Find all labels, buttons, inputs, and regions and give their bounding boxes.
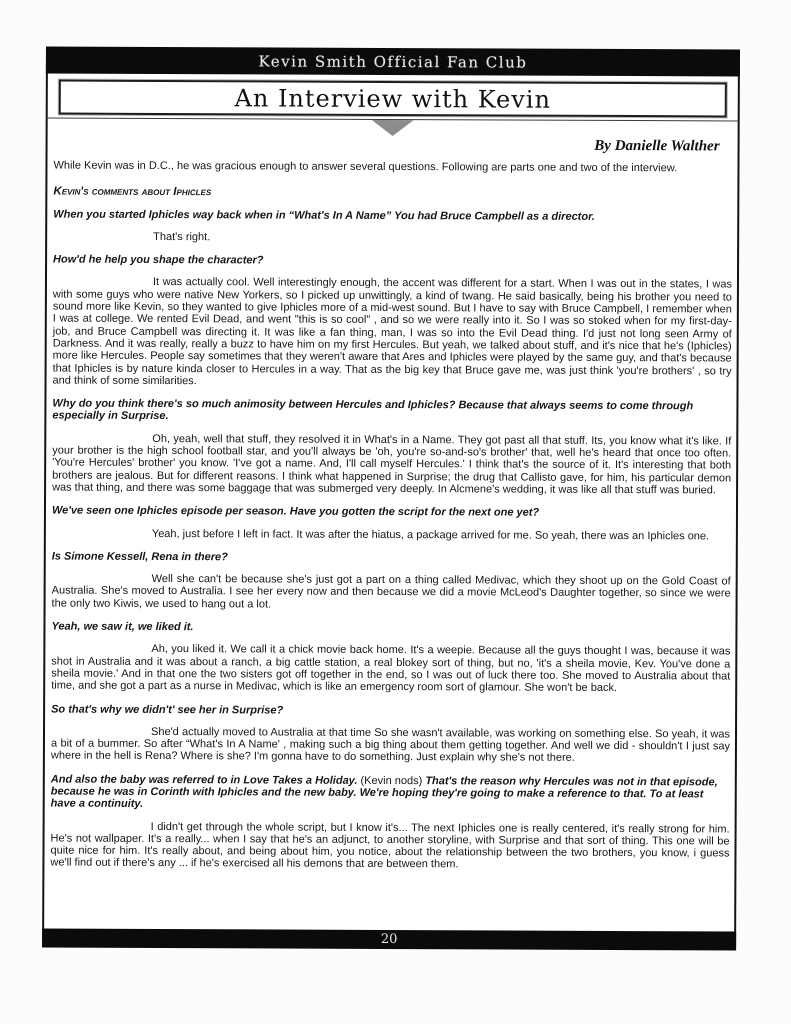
answer-paragraph: Oh, yeah, well that stuff, they resolved it in What's in a Name. They got past all that stuff. Its, you know what it's like. If your brother is the high school football star, and you'll always be 'oh, you're so-and-so's brother' that, well he's heard that once too often. 'You're Hercules' brother' you know. 'I've got a name. And, I'll call myself Hercules.' I think that's the source of it. It's interesting that both brothers are jealous. But for different reasons. I think what happened in Surprise; the drug that Callisto gave, for him, his particular demon was that thing, and there was some baggage that was submerged very deeply. In Alcmene's wedding, it was like all that stuff was buried. xyxy=(52,432,732,497)
page-number: 20 xyxy=(380,931,398,948)
question-paragraph: Why do you think there's so much animosity between Hercules and Iphicles? Because that always seems to come through especially in Surprise. xyxy=(52,397,694,423)
answer-paragraph: That's right. xyxy=(153,230,211,244)
answer-paragraph: It was actually cool. Well interestingly enough, the accent was different for a start. When I was out in the states, I was with some guys who were native New Yorkers, so I picked up unwittingly, a kind of twang. He said basically, being his brother you need to sound more like Kevin, so they wanted to give Iphicles more of a mid-west sound. But I have to say with Bruce Campbell, I remember when I was at college. We rented Evil Dead, and went "this is so cool" , and so we were really into it. So I was so stoked when for my first-day-job, and Bruce Campbell was directing it. It was like a fan thing, man, I was so into the Evil Dead thing. I'd just not long seen Army of Darkness. And it was really, really a buzz to have him on my first Hercules. But yeah, we talked about stuff, and it's nice that he's (Iphicles) more like Hercules. People say sometimes that they weren't aware that Ares and Iphicles were played by the same guy, and that's because that Iphicles is by nature kinda closer to Hercules in a way. That as the big key that Bruce gave me, was just think 'you're brothers' , so try and think of some similarities. xyxy=(52,276,732,388)
article-title: An Interview with Kevin xyxy=(234,83,552,114)
byline: By Danielle Walther xyxy=(594,137,720,155)
question-paragraph: Is Simone Kessell, Rena in there? xyxy=(51,550,228,564)
question-paragraph: We've seen one Iphicles episode per season. Have you gotten the script for the next one yet? xyxy=(51,504,540,519)
answer-paragraph: Well she can't be because she's just got a part on a thing called Medivac, which they shoot up on the Gold Coast of Australia. She's moved to Australia. I see her every now and then because we did a movie McLeod's Daughter together, so since we were the only two Kiwis, we used to hang out a lot. xyxy=(51,573,731,611)
club-name: Kevin Smith Official Fan Club xyxy=(258,51,528,72)
article-body xyxy=(44,159,737,883)
newsletter-page xyxy=(42,46,740,950)
answer-paragraph: Ah, you liked it. We call it a chick movie back home. It's a weepie. Because all the guys thought I was, because it was shot in Australia and it was about a ranch, a big cattle station, a real blokey sort of thing, but no, 'it's a sheila movie, Kev. You've done a sheila movie.' And in that one the two sisters got off together in the end, so I was out of luck there too. She moved to Australia about that time, and she got a part as a nurse in Medivac, which is like an emergency room sort of glamour. She won't be back. xyxy=(51,643,731,695)
answer-paragraph: She'd actually moved to Australia at that time So she wasn't available, was working on something else. So yeah, it was a bit of a bummer. So after “What's In A Name' , making such a big thing about them getting together. And well we did - shouldn't I just say where in the hell is Rena? Where is she? I'm gonna have to do something. Just explain why she's not there. xyxy=(50,725,731,765)
down-triangle-ornament xyxy=(372,120,414,136)
question-paragraph xyxy=(51,773,730,813)
question-paragraph: When you started Iphicles way back when in “What's In A Name” You had Bruce Campbell as a director. xyxy=(53,208,595,223)
question-paragraph: Yeah, we saw it, we liked it. xyxy=(51,620,194,634)
question-segment: (Kevin nods) xyxy=(360,774,426,787)
footer-bar xyxy=(42,928,736,950)
answer-paragraph: Yeah, just before I left in fact. It was after the hiatus, a package arrived for me. So yeah, there was an Iphicles one. xyxy=(151,527,710,542)
title-divider xyxy=(48,117,738,138)
question-paragraph: How'd he help you shape the character? xyxy=(53,253,264,267)
answer-paragraph: I didn't get through the whole script, but I know it's... The next Iphicles one is really centered, it's really strong for him. He's not wallpaper. It's a really... when I say that he's an adjunct, to another storyline, with Surprise and that sort of thing. This one will be quite nice for him. It's really about, and being about him, you notice, about the relationship between the two brothers, you know, i guess we'll find out if there's any ... if he's exercised all his demons that are between them. xyxy=(50,820,730,871)
question-segment: And also the baby was referred to in Love Takes a Holiday. xyxy=(50,773,361,787)
intro-paragraph: While Kevin was in D.C., he was gracious enough to answer several questions. Following are parts one and two of the interview. xyxy=(53,159,678,175)
section-heading: Kevin's comments about Iphicles xyxy=(53,184,212,199)
article-title-box xyxy=(59,80,727,118)
masthead-bar xyxy=(46,46,740,76)
question-paragraph: So that's why we didn't' see her in Surprise? xyxy=(51,703,284,717)
question-segment: That's the reason why Hercules was not in that episode, because he was in Corinth with Iphicles and the new baby. We're hoping they're going to make a reference to that. To at least have a continuity. xyxy=(50,774,718,811)
qa-list xyxy=(50,208,732,872)
